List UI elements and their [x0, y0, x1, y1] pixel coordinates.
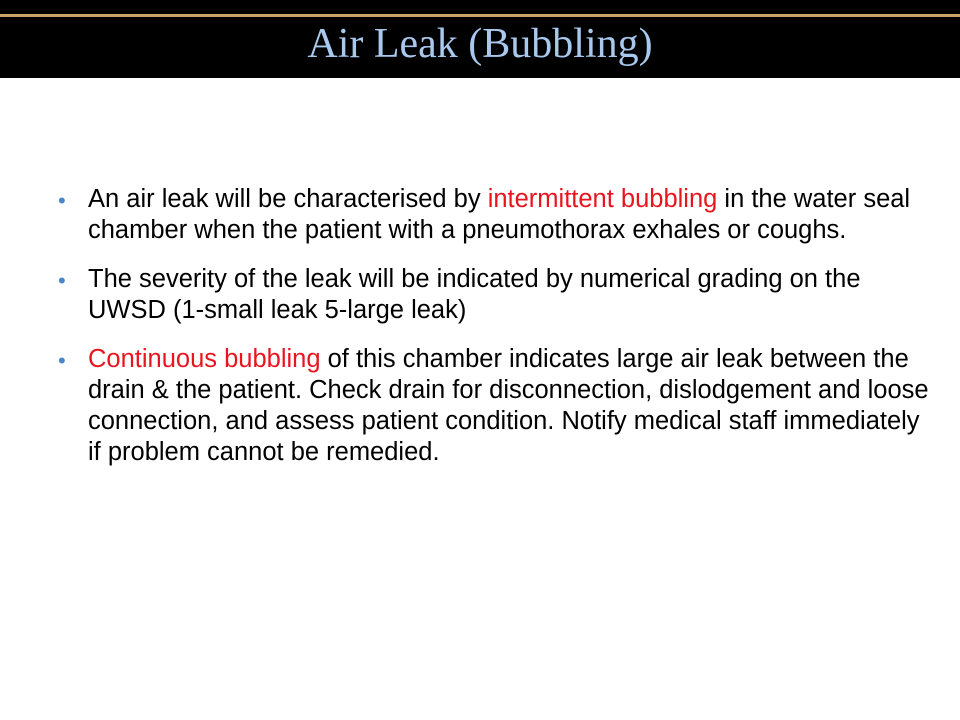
- bullet-text: [88, 265, 861, 324]
- bullet-list: [58, 184, 938, 486]
- slide-title: Air Leak (Bubbling): [307, 21, 653, 67]
- bullet-text-highlight: intermittent bubbling: [487, 185, 718, 213]
- title-bar: [0, 0, 960, 78]
- bullet-text: [88, 185, 910, 244]
- bullet-text-post: of this chamber indicates large air leak between the drain & the patient. Check drain for disconnection, dislodgement and loose connection, and assess patient condition. Notify medical staff immediately if problem cannot be remedied.: [88, 345, 929, 466]
- bullet-text-pre: An air leak will be characterised by: [88, 185, 488, 213]
- bullet-dot-icon: •: [58, 188, 66, 213]
- bullet-item-intermittent-bubbling: [58, 184, 938, 246]
- bullet-text-highlight: Continuous bubbling: [88, 345, 321, 373]
- bullet-text: [88, 345, 929, 466]
- bullet-dot-icon: •: [58, 348, 66, 373]
- bullet-dot-icon: •: [58, 268, 66, 293]
- bullet-item-severity-grading: [58, 264, 938, 326]
- bullet-text-post: in the water seal chamber when the patient with a pneumothorax exhales or coughs.: [88, 185, 911, 244]
- bullet-item-continuous-bubbling: [58, 344, 938, 468]
- bullet-text-pre: The severity of the leak will be indicated by numerical grading on the UWSD (1-small leak 5-large leak): [88, 265, 861, 324]
